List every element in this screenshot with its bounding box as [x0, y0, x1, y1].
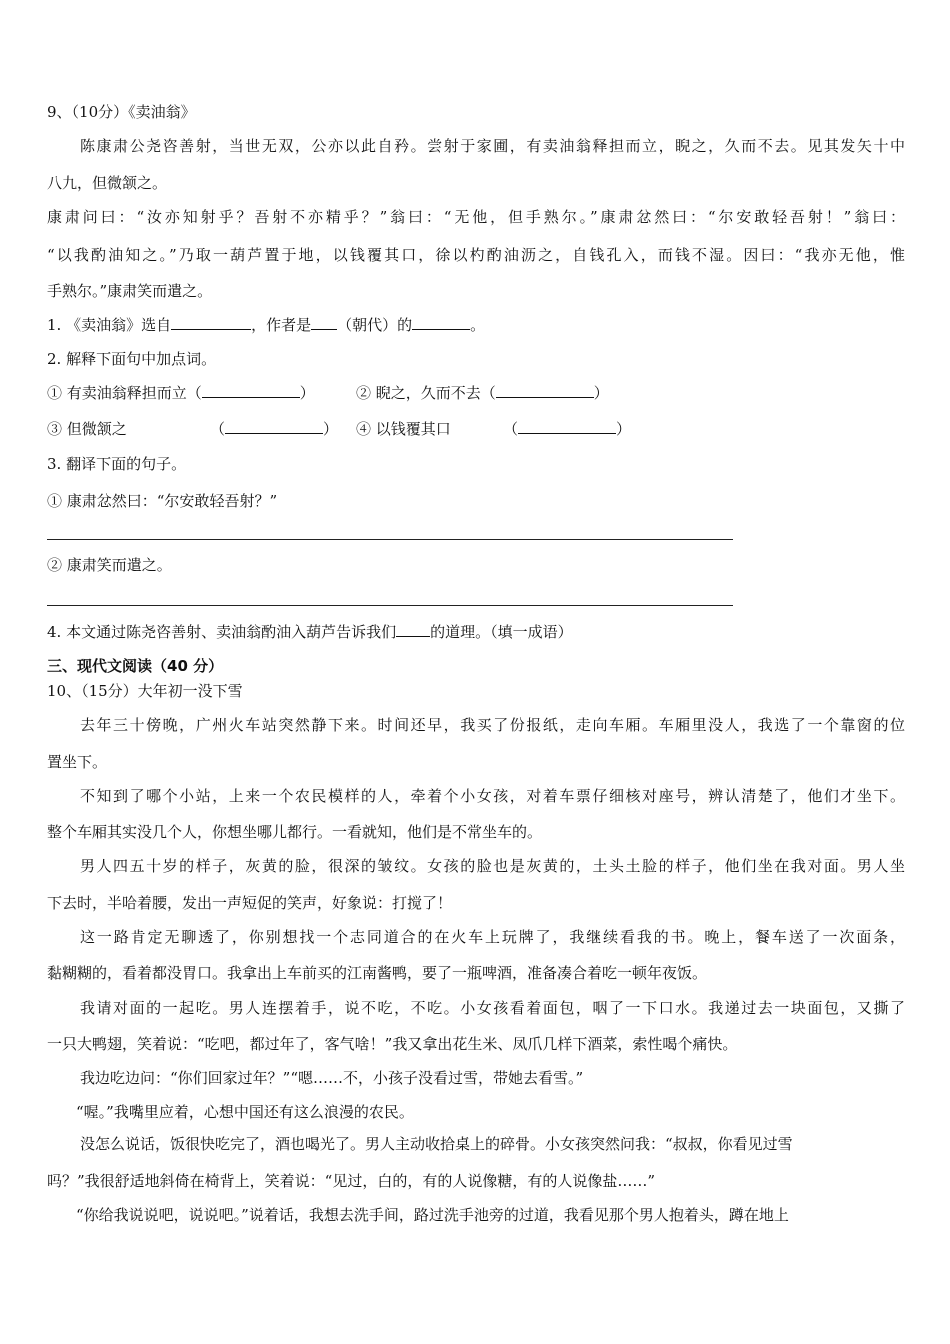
subquestion-text: ，作者是 — [251, 316, 312, 334]
option-text: ④ 以钱覆其口 — [356, 420, 451, 438]
story-line: 整个车厢其实没几个人，你想坐哪儿都行。一看就知，他们是不常坐车的。 — [47, 823, 543, 841]
subquestion-2: 2. 解释下面句中加点词。 — [47, 350, 217, 368]
subquestion-1 — [47, 314, 485, 336]
passage-line: 八九，但微颔之。 — [47, 174, 168, 192]
question-10-title: 10、（15分）大年初一没下雪 — [47, 682, 243, 700]
translate-2: ② 康肃笑而遣之。 — [47, 556, 172, 574]
story-line: 这一路肯定无聊透了，你别想找一个志同道合的在火车上玩牌了，我继续看我的书。晚上，餐车送了一次面条， — [80, 928, 905, 946]
passage-line: 陈康肃公尧咨善射，当世无双，公亦以此自矜。尝射于家圃，有卖油翁释担而立，睨之，久而不去。见其发矢十中 — [80, 137, 905, 155]
answer-blank[interactable] — [496, 383, 594, 398]
question-9-title: 9、（10分）《卖油翁》 — [47, 103, 196, 121]
section-heading: 三、现代文阅读（40 分） — [47, 657, 224, 675]
subquestion-4 — [47, 621, 573, 643]
paren: ） — [299, 384, 315, 402]
story-line: 黏糊糊的，看着都没胃口。我拿出上车前买的江南酱鸭，要了一瓶啤酒，准备凑合着吃一顿年夜饭。 — [47, 964, 708, 982]
option-3 — [47, 418, 127, 440]
subquestion-text: 4. 本文通过陈尧咨善射、卖油翁酌油入葫芦告诉我们 — [47, 623, 397, 641]
story-line: “喔。”我嘴里应着，心想中国还有这么浪漫的农民。 — [76, 1103, 414, 1121]
story-line: 不知到了哪个小站，上来一个农民模样的人，牵着个小女孩，对着车票仔细核对座号，辨认清楚了，他们才坐下。 — [80, 787, 905, 805]
answer-blank[interactable] — [311, 315, 337, 330]
subquestion-text: （朝代）的 — [337, 316, 413, 334]
story-line: 下去时，半哈着腰，发出一声短促的笑声，好象说：打搅了！ — [47, 894, 453, 912]
option-2 — [356, 382, 609, 404]
passage-line: 手熟尔。”康肃笑而遣之。 — [47, 282, 213, 300]
subquestion-3: 3. 翻译下面的句子。 — [47, 455, 187, 473]
paren: ） — [593, 384, 609, 402]
paren: ） — [323, 420, 339, 438]
translate-1: ① 康肃忿然曰：“尔安敢轻吾射？” — [47, 492, 278, 510]
paren: （ — [210, 420, 226, 438]
story-line: 吗？”我很舒适地斜倚在椅背上，笑着说：“见过，白的，有的人说像糖，有的人说像盐……” — [47, 1172, 656, 1190]
story-line: 置坐下。 — [47, 753, 108, 771]
paren: （ — [503, 420, 519, 438]
answer-blank[interactable] — [396, 622, 430, 637]
subquestion-text: 。 — [470, 316, 486, 334]
answer-blank[interactable] — [412, 315, 470, 330]
option-text: ② 睨之，久而不去（ — [356, 384, 496, 402]
story-line: 我边吃边问：“你们回家过年？”“嗯……不，小孩子没看过雪，带她去看雪。” — [80, 1069, 584, 1087]
option-text: ③ 但微颔之 — [47, 420, 127, 438]
answer-blank[interactable] — [518, 419, 616, 434]
passage-line: 康肃问曰：“汝亦知射乎？吾射不亦精乎？”翁曰：“无他，但手熟尔。”康肃忿然曰：“尔安敢轻吾射！”翁曰： — [47, 208, 905, 226]
answer-blank[interactable] — [225, 419, 323, 434]
answer-line[interactable] — [47, 539, 733, 540]
option-4-answer — [503, 418, 631, 440]
story-line: 男人四五十岁的样子，灰黄的脸，很深的皱纹。女孩的脸也是灰黄的，土头土脸的样子，他们坐在我对面。男人坐 — [80, 857, 905, 875]
subquestion-text: 的道理。（填一成语） — [430, 623, 573, 641]
story-line: 去年三十傍晚，广州火车站突然静下来。时间还早，我买了份报纸，走向车厢。车厢里没人，我选了一个靠窗的位 — [80, 716, 905, 734]
option-1 — [47, 382, 315, 404]
story-line: “你给我说说吧，说说吧。”说着话，我想去洗手间，路过洗手池旁的过道，我看见那个男人抱着头，蹲在地上 — [76, 1206, 789, 1224]
option-text: ① 有卖油翁释担而立（ — [47, 384, 202, 402]
option-4 — [356, 418, 451, 440]
story-line: 我请对面的一起吃。男人连摆着手，说不吃，不吃。小女孩看着面包，咽了一下口水。我递过去一块面包，又撕了 — [80, 999, 905, 1017]
option-3-answer — [210, 418, 338, 440]
passage-line: “以我酌油知之。”乃取一葫芦置于地，以钱覆其口，徐以杓酌油沥之，自钱孔入，而钱不湿。因曰：“我亦无他，惟 — [47, 246, 905, 264]
story-line: 没怎么说话，饭很快吃完了，酒也喝光了。男人主动收拾桌上的碎骨。小女孩突然问我：“叔叔，你看见过雪 — [80, 1135, 793, 1153]
paren: ） — [616, 420, 632, 438]
answer-blank[interactable] — [171, 315, 251, 330]
answer-blank[interactable] — [202, 383, 300, 398]
answer-line[interactable] — [47, 605, 733, 606]
story-line: 一只大鸭翅，笑着说：“吃吧，都过年了，客气啥！”我又拿出花生米、凤爪几样下酒菜，索性喝个痛快。 — [47, 1035, 738, 1053]
subquestion-text: 1. 《卖油翁》选自 — [47, 316, 172, 334]
